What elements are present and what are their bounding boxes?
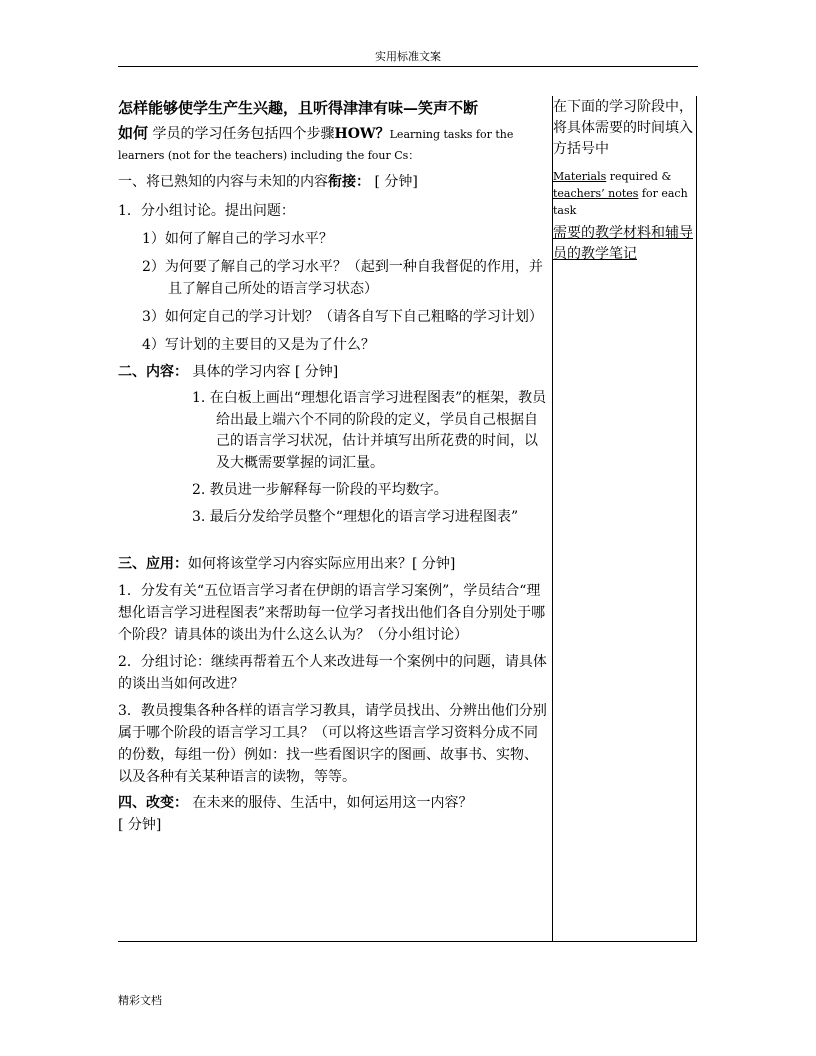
- section-1-intro: 1．分小组讨论。提出问题：: [118, 203, 295, 219]
- lesson-title: 怎样能够使学生产生兴趣，且听得津津有味—笑声不断: [118, 99, 479, 117]
- how-label: 如何: [118, 124, 149, 142]
- how-bold: HOW？: [334, 126, 390, 142]
- section-3-heading: [118, 553, 550, 575]
- section-3-paragraph: 2．分组讨论：继续再帮着五个人来改进每一个案例中的问题，请具体的谈出当如何改进？: [118, 654, 547, 692]
- section-1-item: 1）如何了解自己的学习水平？: [142, 231, 333, 247]
- section-3-paragraph: 1．分发有关“五位语言学习者在伊朗的语言学习案例”，学员结合“理想化语言学习进程图表”来帮助每一位学习者找出他们各自分别处于哪个阶段？请具体的谈出为什么这么认为？（分小组讨论）: [118, 583, 546, 643]
- side-teachers-notes-label: teachers’ notes: [553, 187, 639, 200]
- side-materials-mid: required &: [606, 170, 672, 183]
- section-1-heading-pre: 一、将已熟知的内容与未知的内容: [118, 174, 328, 190]
- how-text: 学员的学习任务包括四个步骤: [148, 126, 335, 142]
- side-note-materials-cn: 需要的教学材料和辅导员的教学笔记: [553, 225, 693, 262]
- header-rule: [118, 66, 698, 67]
- main-column: [118, 97, 550, 836]
- section-2-heading: [118, 361, 550, 383]
- section-1-item: 3）如何定自己的学习计划？（请各自写下自己粗略的学习计划）: [142, 309, 543, 325]
- section-3-paragraph: 3．教员搜集各种各样的语言学习教具，请学员找出、分辨出他们分别属于哪个阶段的语言学习工具？（可以将这些语言学习资料分成不同的份数，每组一份）例如：找一些看图识字的图画、故事书、实物、以及各种有关某种语言的读物，等等。: [118, 703, 547, 785]
- section-2-heading-bold: 二、内容：: [118, 364, 188, 380]
- section-2-item: 2. 教员进一步解释每一阶段的平均数字。: [192, 482, 448, 498]
- side-column: [553, 97, 695, 265]
- section-2-heading-post: 具体的学习内容 [ 分钟]: [188, 364, 339, 380]
- section-4-heading-bold: 四、改变：: [118, 795, 188, 811]
- side-materials-note: [553, 168, 695, 219]
- section-1-item: 4）写计划的主要目的又是为了什么？: [142, 337, 375, 353]
- how-english: Learning tasks for the learners (not for the teachers) including the four Cs：: [118, 128, 514, 162]
- side-materials-label: Materials: [553, 170, 607, 183]
- section-2-item: 3. 最后分发给学员整个“理想化的语言学习进程图表”: [192, 509, 519, 525]
- section-3-heading-post: 如何将该堂学习内容实际应用出来？[ 分钟]: [188, 556, 456, 572]
- section-1-heading-bold: 衔接：: [328, 174, 370, 190]
- page-header: 实用标准文案: [375, 50, 441, 63]
- side-note-time: 在下面的学习阶段中，将具体需要的时间填入方括号中: [553, 99, 693, 157]
- section-4-heading: [118, 792, 550, 814]
- how-paragraph: [118, 123, 550, 166]
- section-4-heading-post: 在未来的服侍、生活中，如何运用这一内容？: [188, 795, 473, 811]
- section-4-tail: [ 分钟]: [118, 817, 162, 833]
- section-3-heading-bold: 三、应用：: [118, 556, 188, 572]
- section-1-heading-post: [ 分钟]: [370, 174, 418, 190]
- section-1-heading: [118, 171, 550, 193]
- section-1-item: 2）为何要了解自己的学习水平？（起到一种自我督促的作用，并且了解自己所处的语言学习状态）: [142, 259, 543, 297]
- section-2-item: 1. 在白板上画出“理想化语言学习进程图表”的框架，教员给出最上端六个不同的阶段的定义，学员自己根据自己的语言学习状况，估计并填写出所花费的时间，以及大概需要掌握的词汇量。: [192, 390, 547, 471]
- page-footer: 精彩文档: [118, 994, 162, 1007]
- side-materials-end: for each task: [553, 187, 688, 217]
